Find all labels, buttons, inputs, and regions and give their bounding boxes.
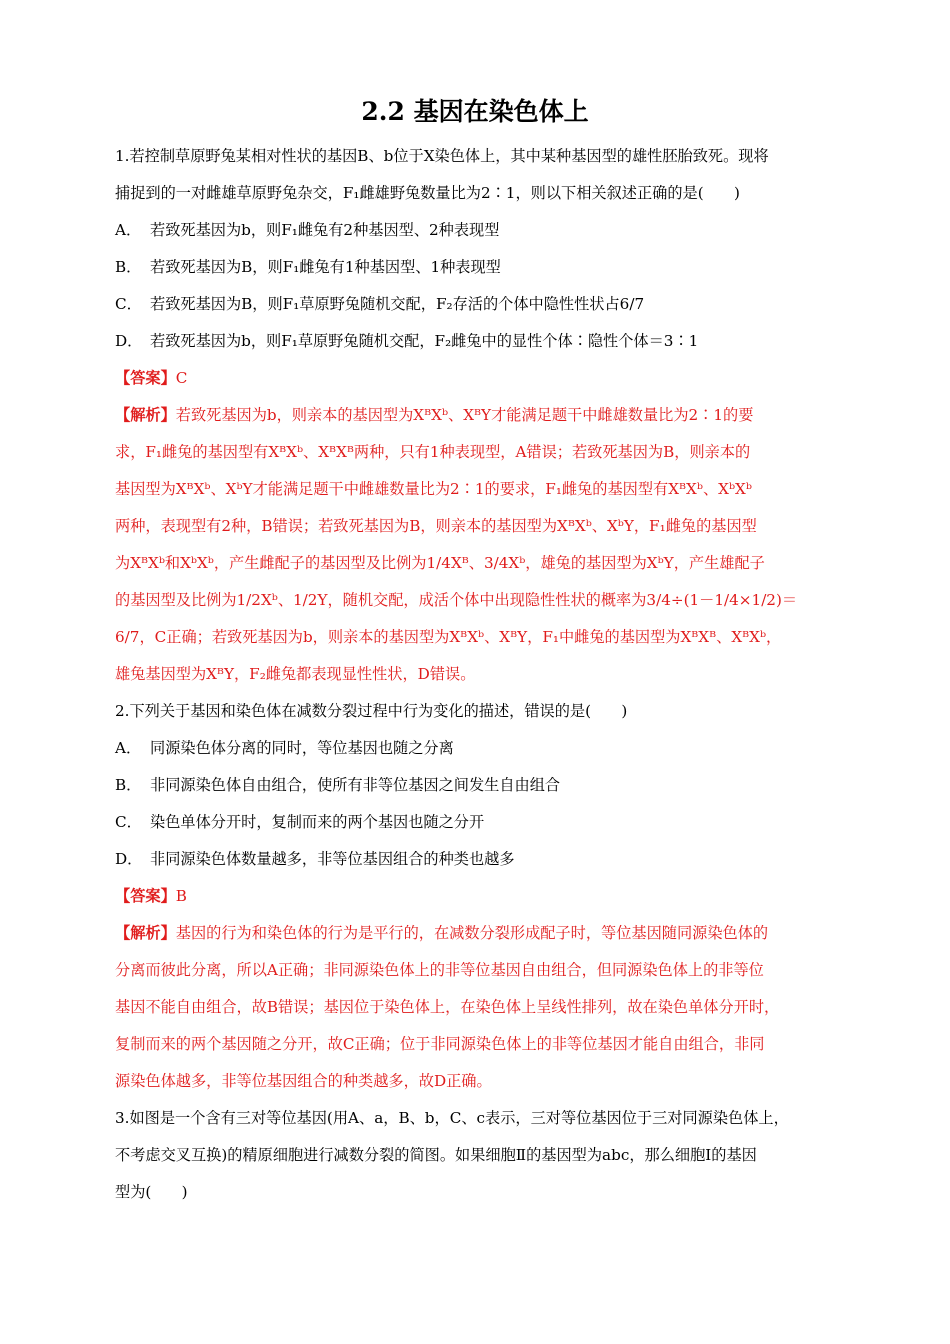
q1-option-b <box>115 249 842 286</box>
q2-answer <box>115 878 842 915</box>
q1-analysis-line: 两种，表现型有2种，B错误；若致死基因为B，则亲本的基因型为XᴮXᵇ、XᵇY，F₁雌兔的基因型 <box>115 517 757 535</box>
option-label: D． <box>115 332 143 350</box>
q1-analysis-line: 为XᴮXᵇ和XᵇXᵇ，产生雌配子的基因型及比例为1/4Xᴮ、3/4Xᵇ，雄兔的基因型为XᵇY，产生雄配子 <box>115 554 765 572</box>
q2-analysis-line <box>115 915 842 952</box>
q1-analysis-line: 6/7，C正确；若致死基因为b，则亲本的基因型为XᴮXᵇ、XᴮY，F₁中雌兔的基因型为XᴮXᴮ、XᴮXᵇ， <box>115 628 782 646</box>
answer-value: C <box>175 369 188 387</box>
q2-analysis-line: 分离而彼此分离，所以A正确；非同源染色体上的非等位基因自由组合，但同源染色体上的非等位 <box>115 961 764 979</box>
option-label: B． <box>115 776 142 794</box>
q2-analysis-line: 基因不能自由组合，故B错误；基因位于染色体上，在染色体上呈线性排列，故在染色单体分开时， <box>115 998 780 1016</box>
option-text: 若致死基因为b，则F₁草原野兔随机交配，F₂雌兔中的显性个体∶隐性个体＝3∶1 <box>150 332 699 350</box>
answer-value: B <box>175 887 187 905</box>
answer-tag: 【答案】 <box>115 887 176 905</box>
option-text: 若致死基因为B，则F₁草原野兔随机交配，F₂存活的个体中隐性性状占6/7 <box>150 295 645 313</box>
q1-analysis-line: 雄兔基因型为XᴮY，F₂雌兔都表现显性性状，D错误。 <box>115 665 476 683</box>
option-text: 若致死基因为b，则F₁雌兔有2种基因型、2种表现型 <box>150 221 500 239</box>
q3-stem-line: 型为( ) <box>115 1183 188 1201</box>
q1-analysis-line: 求，F₁雌兔的基因型有XᴮXᵇ、XᴮXᴮ两种，只有1种表现型，A错误；若致死基因为B，则亲本的 <box>115 443 751 461</box>
option-text: 非同源染色体自由组合，使所有非等位基因之间发生自由组合 <box>150 776 561 794</box>
q2-analysis-line: 复制而来的两个基因随之分开，故C正确；位于非同源染色体上的非等位基因才能自由组合，非同 <box>115 1035 765 1053</box>
option-label: C． <box>115 295 142 313</box>
option-text: 染色单体分开时，复制而来的两个基因也随之分开 <box>150 813 485 831</box>
analysis-text: 若致死基因为b，则亲本的基因型为XᴮXᵇ、XᴮY才能满足题干中雌雄数量比为2∶1的要 <box>175 406 754 424</box>
q1-option-d <box>115 323 842 360</box>
q2-option-c <box>115 804 842 841</box>
q1-stem-line: 1.若控制草原野兔某相对性状的基因B、b位于X染色体上，其中某种基因型的雄性胚胎致死。现将 <box>115 147 769 165</box>
page-title: 2.2 基因在染色体上 <box>361 97 589 126</box>
analysis-text: 基因的行为和染色体的行为是平行的，在减数分裂形成配子时，等位基因随同源染色体的 <box>175 924 769 942</box>
q3-stem-line: 不考虑交叉互换)的精原细胞进行减数分裂的简图。如果细胞Ⅱ的基因型为abc，那么细胞Ⅰ的基因 <box>115 1146 757 1164</box>
q1-option-a <box>115 212 842 249</box>
option-label: D． <box>115 850 143 868</box>
option-text: 非同源染色体数量越多，非等位基因组合的种类也越多 <box>150 850 515 868</box>
analysis-tag: 【解析】 <box>115 924 176 942</box>
content <box>115 138 842 1211</box>
option-label: A． <box>115 739 142 757</box>
q1-option-c <box>115 286 842 323</box>
option-label: A． <box>115 221 142 239</box>
q3-stem-line: 3.如图是一个含有三对等位基因(用A、a，B、b，C、c表示，三对等位基因位于三对同源染色体上， <box>115 1109 789 1127</box>
option-label: B． <box>115 258 142 276</box>
q1-stem-line: 捕捉到的一对雌雄草原野兔杂交，F₁雌雄野兔数量比为2∶1，则以下相关叙述正确的是( ) <box>115 184 740 202</box>
q1-analysis-line: 基因型为XᴮXᵇ、XᵇY才能满足题干中雌雄数量比为2∶1的要求，F₁雌兔的基因型有XᴮXᵇ、XᵇXᵇ <box>115 480 752 498</box>
analysis-tag: 【解析】 <box>115 406 176 424</box>
option-label: C． <box>115 813 142 831</box>
q1-analysis-line <box>115 397 842 434</box>
option-text: 同源染色体分离的同时，等位基因也随之分离 <box>150 739 454 757</box>
option-text: 若致死基因为B，则F₁雌兔有1种基因型、1种表现型 <box>150 258 501 276</box>
q2-option-a <box>115 730 842 767</box>
q2-analysis-line: 源染色体越多，非等位基因组合的种类越多，故D正确。 <box>115 1072 492 1090</box>
q1-answer <box>115 360 842 397</box>
q2-option-d <box>115 841 842 878</box>
q2-option-b <box>115 767 842 804</box>
q1-analysis-line: 的基因型及比例为1/2Xᵇ、1/2Y，随机交配，成活个体中出现隐性性状的概率为3/4÷(1－1/4×1/2)＝ <box>115 591 798 609</box>
q2-stem-line: 2.下列关于基因和染色体在减数分裂过程中行为变化的描述，错误的是( ) <box>115 702 628 720</box>
answer-tag: 【答案】 <box>115 369 176 387</box>
